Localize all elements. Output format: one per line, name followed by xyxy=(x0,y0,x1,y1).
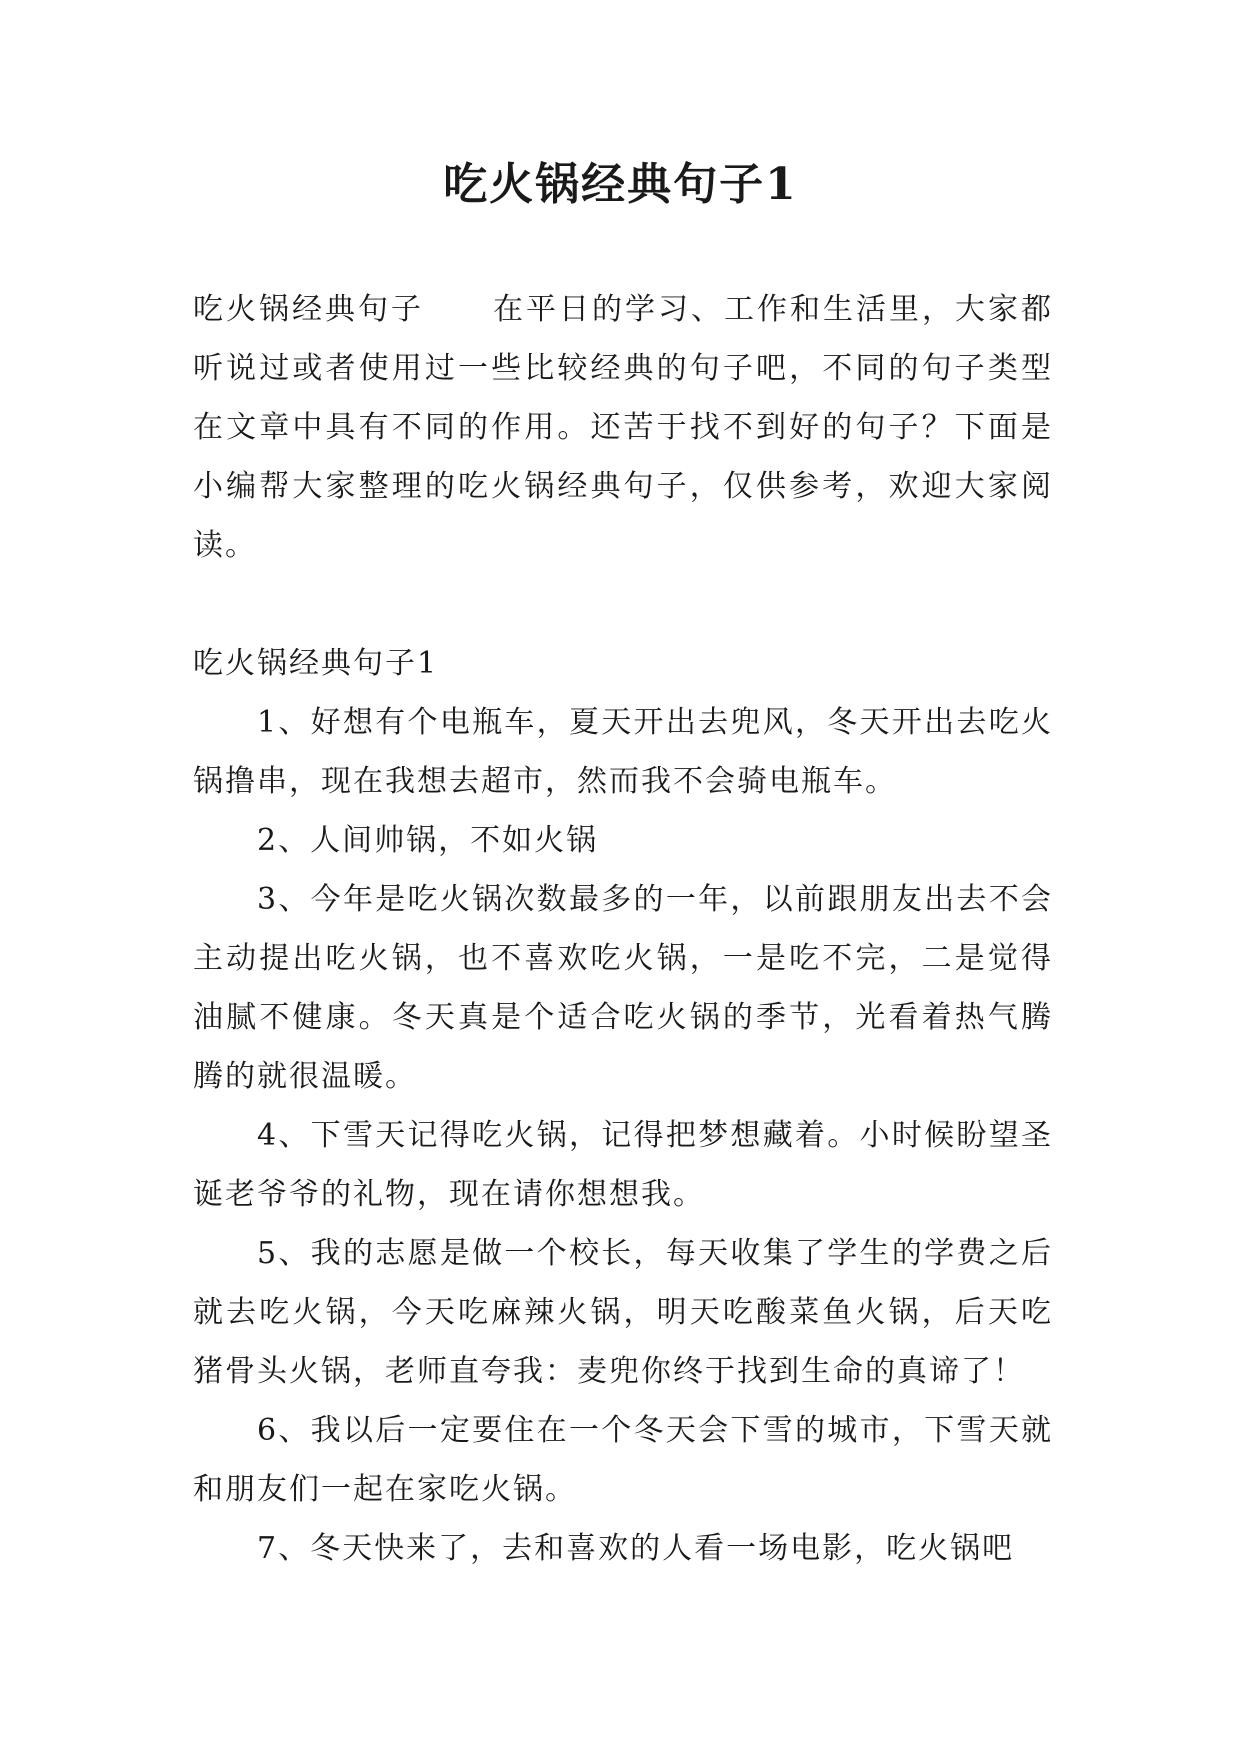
sentence-item: 2、人间帅锅，不如火锅 xyxy=(257,823,599,858)
intro-paragraph xyxy=(193,280,1053,575)
sentence-item: 7、冬天快来了，去和喜欢的人看一场电影，吃火锅吧 xyxy=(257,1531,1015,1566)
document-title: 吃火锅经典句子1 xyxy=(443,159,798,210)
sentence-item: 1、好想有个电瓶车，夏天开出去兜风，冬天开出去吃火锅撸串，现在我想去超市，然而我不会骑电瓶车。 xyxy=(193,705,1053,799)
sentence-item: 3、今年是吃火锅次数最多的一年，以前跟朋友出去不会主动提出吃火锅，也不喜欢吃火锅，一是吃不完，二是觉得油腻不健康。冬天真是个适合吃火锅的季节，光看着热气腾腾的就很温暖。 xyxy=(193,882,1053,1094)
sentence-item: 6、我以后一定要住在一个冬天会下雪的城市，下雪天就和朋友们一起在家吃火锅。 xyxy=(193,1413,1053,1507)
sentence-item: 5、我的志愿是做一个校长，每天收集了学生的学费之后就去吃火锅，今天吃麻辣火锅，明天吃酸菜鱼火锅，后天吃猪骨头火锅，老师直夸我：麦兜你终于找到生命的真谛了！ xyxy=(193,1236,1053,1389)
intro-text: 在平日的学习、工作和生活里，大家都听说过或者使用过一些比较经典的句子吧，不同的句子类型在文章中具有不同的作用。还苦于找不到好的句子？下面是小编帮大家整理的吃火锅经典句子，仅供参考，欢迎大家阅读。 xyxy=(193,292,1053,563)
sentence-item: 4、下雪天记得吃火锅，记得把梦想藏着。小时候盼望圣诞老爷爷的礼物，现在请你想想我。 xyxy=(193,1118,1053,1212)
section-heading: 吃火锅经典句子1 xyxy=(193,646,439,681)
document-body xyxy=(193,280,1053,1578)
intro-lead: 吃火锅经典句子 xyxy=(193,292,424,327)
